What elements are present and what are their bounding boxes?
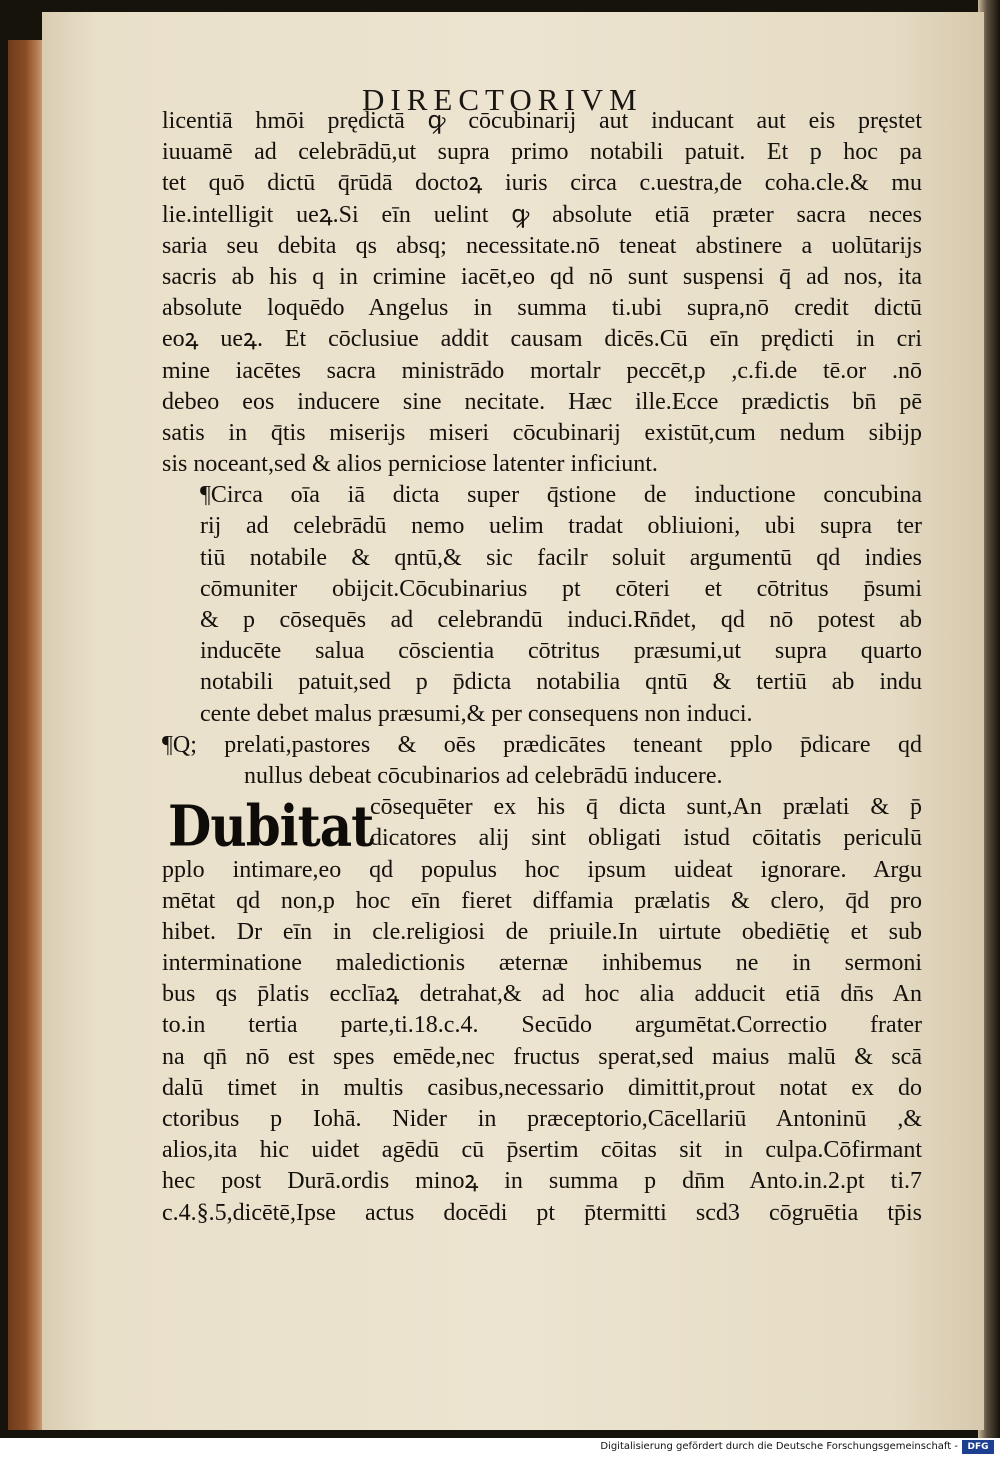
- text-line: hibet. Dr eīn in cle.religiosi de priuile.In uirtute obediētię et sub: [162, 918, 922, 945]
- text-line: alios,ita hic uidet agēdū cū p̄sertim cōitas sit in culpa.Cōfirmant: [162, 1137, 922, 1164]
- text-line: satis in q̄tis miserijs miseri cōcubinarij existūt,cum nedum sibijp: [162, 419, 922, 446]
- text-line: notabili patuit,sed p p̄dicta notabilia qntū & tertiū ab indu: [200, 669, 922, 696]
- text-line: tiū notabile & qntū,& sic facilr soluit argumentū qd indies: [200, 544, 922, 571]
- text-line: tet quō dictū q̄rūdā doctoꝝ iuris circa c.uestra,de coha.cle.& mu: [162, 170, 922, 197]
- text-line: & p cōsequēs ad celebrandū induci.Rn̄det, qd nō potest ab: [200, 607, 922, 633]
- text-line: dalū timet in multis casibus,necessario dimittit,prout notat ex do: [162, 1074, 922, 1101]
- dfg-logo: DFG: [962, 1440, 994, 1454]
- initial-block: [162, 792, 922, 860]
- text-line: inducēte salua cōscientia cōtritus præsumi,ut supra quarto: [200, 638, 922, 665]
- text-line: absolute loquēdo Angelus in summa ti.ubi supra,nō credit dictū: [162, 295, 922, 322]
- text-line: bus qs p̄latis ecclīaꝝ detrahat,& ad hoc alia adducit etiā dn̄s An: [162, 981, 922, 1008]
- text-line: hec post Durā.ordis minoꝝ in summa p dn̄m Anto.in.2.pt ti.7: [162, 1168, 922, 1195]
- text-line: mine iacētes sacra ministrādo mortalr peccēt,p ,c.fi.de tē.or .nō: [162, 357, 922, 384]
- text-line: ¶Circa oīa iā dicta super q̄stione de inductione concubina: [200, 482, 922, 509]
- running-head: DIRECTORIVM: [362, 82, 643, 117]
- text-line: na qn̄ nō est spes emēde,nec fructus sperat,sed maius malū & scā: [162, 1043, 922, 1070]
- text-line: interminatione maledictionis æternæ inhibemus ne in sermoni: [162, 950, 922, 977]
- text-line: eoꝝ ueꝝ. Et cōclusiue addit causam dicēs.Cū eīn prędicti in cri: [162, 326, 922, 353]
- text-line: sis noceant,sed & alios perniciose latenter inficiunt.: [162, 451, 658, 478]
- text-line: sacris ab his q in crimine iacēt,eo qd nō sunt suspensi q̄ ad nos, ita: [162, 263, 922, 290]
- paragraph-1: [162, 106, 922, 480]
- text-block: [162, 106, 922, 1229]
- text-line: debeo eos inducere sine necitate. Hæc ille.Ecce prædictis bn̄ pē: [162, 388, 922, 415]
- paragraph-2: [200, 480, 922, 730]
- text-line: licentiā hmōi prędictā ꝙ cōcubinarij aut inducant aut eis pręstet: [162, 108, 922, 134]
- text-line: cōmuniter obijcit.Cōcubinarius pt cōteri et cōtritus p̄sumi: [200, 575, 922, 602]
- text-line: mētat qd non,p hoc eīn fieret diffamia prælatis & clero, q̄d pro: [162, 887, 922, 914]
- heading-line: nullus debeat cōcubinarios ad celebrādū inducere.: [244, 762, 723, 789]
- text-line: to.in tertia parte,ti.18.c.4. Secūdo argumētat.Correctio frater: [162, 1012, 922, 1039]
- text-line: iuuamē ad celebrādū,ut supra primo notabili patuit. Et p hoc pa: [162, 139, 922, 166]
- text-line: ctoribus p Iohā. Nider in præceptorio,Cācellariū Antoninū ,&: [162, 1106, 922, 1133]
- decorated-initial: Dubitat: [168, 793, 374, 860]
- text-line: cente debet malus præsumi,& per consequens non induci.: [200, 700, 753, 727]
- text-line: cōsequēter ex his q̄ dicta sunt,An prælati & p̄: [370, 794, 922, 821]
- text-line: pplo intimare,eo qd populus hoc ipsum uideat ignorare. Argu: [162, 856, 922, 883]
- paragraph-3: [162, 855, 922, 1229]
- text-line: lie.intelligit ueꝝ.Si eīn uelint ꝙ absolute etiā præter sacra neces: [162, 201, 922, 228]
- section-heading: [162, 730, 922, 792]
- digitization-credit: Digitalisierung gefördert durch die Deutsche Forschungsgemeinschaft -: [600, 1441, 958, 1452]
- text-line: dicatores alij sint obligati istud cōitatis periculū: [370, 825, 922, 852]
- text-line: saria seu debita qs absq; necessitate.nō teneat abstinere a uolūtarijs: [162, 232, 922, 259]
- text-line: c.4.§.5,dicētē,Ipse actus docēdi pt p̄termitti scd3 cōgruētia tp̄is: [162, 1199, 922, 1226]
- text-line: rij ad celebrādū nemo uelim tradat obliuioni, ubi supra ter: [200, 513, 922, 540]
- heading-line: ¶Q; prelati,pastores & oēs prædicātes teneant pplo p̄dicare qd: [162, 731, 922, 758]
